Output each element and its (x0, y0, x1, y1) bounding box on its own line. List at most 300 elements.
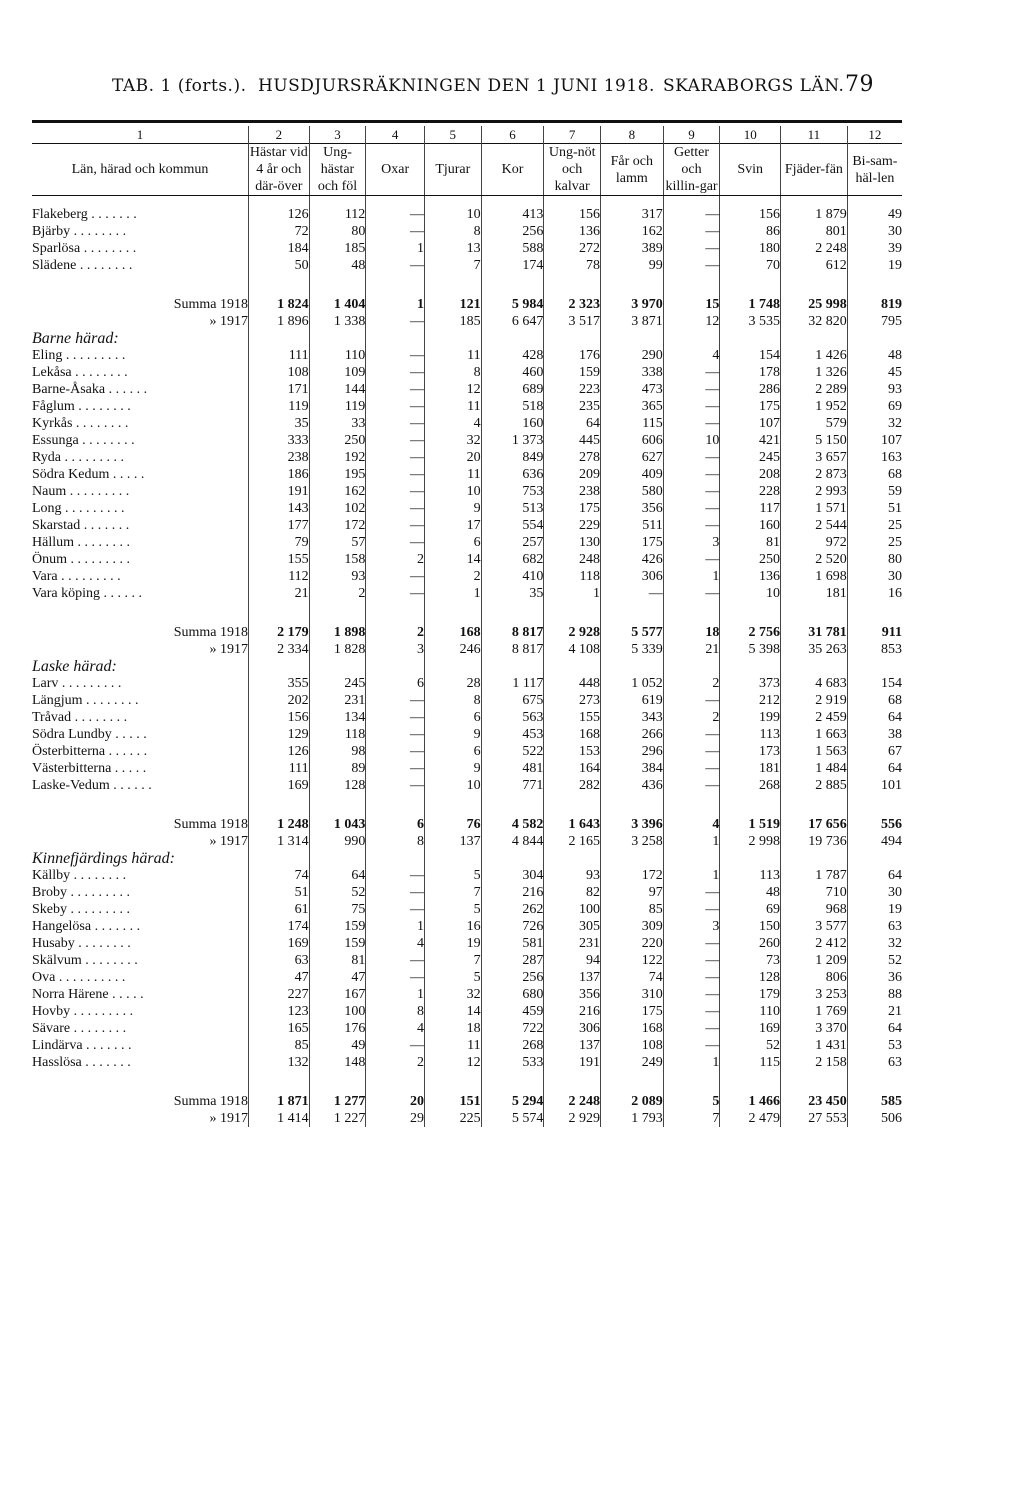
value-cell: 911 (847, 624, 902, 641)
value-cell: 972 (781, 534, 848, 551)
value-cell: 3 517 (544, 313, 601, 330)
summary-row-1917 (32, 313, 902, 330)
value-cell: 93 (544, 867, 601, 884)
value-cell: — (663, 483, 720, 500)
col-num: 2 (248, 126, 309, 144)
value-cell: 428 (481, 347, 544, 364)
value-cell: 356 (544, 986, 601, 1003)
value-cell: 6 647 (481, 313, 544, 330)
value-cell: 338 (600, 364, 663, 381)
value-cell: 52 (847, 952, 902, 969)
value-cell: 2 334 (248, 641, 309, 658)
value-cell: 1 (663, 867, 720, 884)
value-cell: 389 (600, 240, 663, 257)
value-cell: 968 (781, 901, 848, 918)
value-cell: 51 (248, 884, 309, 901)
value-cell: 248 (544, 551, 601, 568)
col-label: Kor (481, 144, 544, 196)
municipality-name: Tråvad . . . . . . . . (32, 710, 128, 725)
value-cell: 272 (544, 240, 601, 257)
table-row (32, 901, 902, 918)
value-cell: 2 544 (781, 517, 848, 534)
value-cell: 445 (544, 432, 601, 449)
value-cell: 231 (544, 935, 601, 952)
value-cell: 168 (544, 726, 601, 743)
value-cell: 51 (847, 500, 902, 517)
value-cell: 238 (248, 449, 309, 466)
municipality-name: Skeby . . . . . . . . . (32, 902, 130, 917)
municipality-name: Ova . . . . . . . . . . (32, 970, 126, 985)
value-cell: — (366, 884, 425, 901)
value-cell: 175 (720, 398, 781, 415)
value-cell: 21 (248, 585, 309, 602)
value-cell: 10 (663, 432, 720, 449)
value-cell: 11 (424, 466, 481, 483)
table-row (32, 432, 902, 449)
value-cell: 64 (847, 709, 902, 726)
value-cell: 5 (663, 1093, 720, 1110)
summary-row-1918 (32, 624, 902, 641)
value-cell: 158 (309, 551, 366, 568)
value-cell: 262 (481, 901, 544, 918)
value-cell: 32 820 (781, 313, 848, 330)
value-cell: 216 (544, 1003, 601, 1020)
value-cell: 64 (847, 760, 902, 777)
value-cell: 1 663 (781, 726, 848, 743)
value-cell: 67 (847, 743, 902, 760)
value-cell: 2 248 (781, 240, 848, 257)
value-cell: 227 (248, 986, 309, 1003)
value-cell: 10 (424, 777, 481, 794)
value-cell: 80 (309, 223, 366, 240)
value-cell: 513 (481, 500, 544, 517)
value-cell: 494 (847, 833, 902, 850)
value-cell: 47 (248, 969, 309, 986)
value-cell: 163 (847, 449, 902, 466)
value-cell: 636 (481, 466, 544, 483)
value-cell: 9 (424, 760, 481, 777)
value-cell: 12 (424, 381, 481, 398)
value-cell: 144 (309, 381, 366, 398)
value-cell: 164 (544, 760, 601, 777)
value-cell: 93 (847, 381, 902, 398)
value-cell: 20 (366, 1093, 425, 1110)
value-cell: 45 (847, 364, 902, 381)
municipality-name: Önum . . . . . . . . . (32, 552, 130, 567)
value-cell: 3 970 (600, 296, 663, 313)
value-cell: 2 (366, 551, 425, 568)
value-cell: 48 (847, 347, 902, 364)
value-cell: 137 (424, 833, 481, 850)
value-cell: 113 (720, 726, 781, 743)
value-cell: — (600, 585, 663, 602)
value-cell: 223 (544, 381, 601, 398)
municipality-name: Kyrkås . . . . . . . . (32, 416, 129, 431)
value-cell: — (663, 415, 720, 432)
section-title: Kinnefjärdings härad: (32, 850, 175, 867)
value-cell: 1 519 (720, 816, 781, 833)
col-label: Får och lamm (600, 144, 663, 196)
municipality-name: Norra Härene . . . . . (32, 987, 144, 1002)
value-cell: 2 089 (600, 1093, 663, 1110)
value-cell: 85 (248, 1037, 309, 1054)
value-cell: 2 (663, 675, 720, 692)
value-cell: 2 520 (781, 551, 848, 568)
value-cell: — (366, 398, 425, 415)
value-cell: 448 (544, 675, 601, 692)
table-row (32, 415, 902, 432)
value-cell: 150 (720, 918, 781, 935)
value-cell: 14 (424, 1003, 481, 1020)
value-cell: 7 (424, 952, 481, 969)
value-cell: 373 (720, 675, 781, 692)
value-cell: 123 (248, 1003, 309, 1020)
value-cell: 1 248 (248, 816, 309, 833)
value-cell: 257 (481, 534, 544, 551)
value-cell: — (663, 1020, 720, 1037)
value-cell: 19 (424, 935, 481, 952)
value-cell: 11 (424, 347, 481, 364)
table-row (32, 534, 902, 551)
value-cell: 93 (309, 568, 366, 585)
value-cell: 21 (663, 641, 720, 658)
value-cell: — (366, 483, 425, 500)
value-cell: 6 (424, 534, 481, 551)
col-num: 3 (309, 126, 366, 144)
value-cell: 278 (544, 449, 601, 466)
section-title-row (32, 658, 902, 675)
value-cell: 317 (600, 206, 663, 223)
value-cell: 413 (481, 206, 544, 223)
value-cell: 74 (248, 867, 309, 884)
value-cell: 5 294 (481, 1093, 544, 1110)
value-cell: 179 (720, 986, 781, 1003)
value-cell: 459 (481, 1003, 544, 1020)
value-cell: 110 (720, 1003, 781, 1020)
value-cell: 2 993 (781, 483, 848, 500)
municipality-name: Eling . . . . . . . . . (32, 348, 126, 363)
value-cell: — (366, 517, 425, 534)
value-cell: 1 052 (600, 675, 663, 692)
value-cell: 1 404 (309, 296, 366, 313)
value-cell: 5 150 (781, 432, 848, 449)
value-cell: 2 (366, 1054, 425, 1071)
value-cell: 122 (600, 952, 663, 969)
col-num: 12 (847, 126, 902, 144)
value-cell: 14 (424, 551, 481, 568)
value-cell: 5 577 (600, 624, 663, 641)
value-cell: 1 277 (309, 1093, 366, 1110)
table-row (32, 867, 902, 884)
value-cell: 32 (847, 935, 902, 952)
value-cell: 36 (847, 969, 902, 986)
value-cell: 3 (366, 641, 425, 658)
value-cell: 175 (600, 1003, 663, 1020)
value-cell: 1 793 (600, 1110, 663, 1127)
value-cell: 2 885 (781, 777, 848, 794)
value-cell: 174 (481, 257, 544, 274)
value-cell: 1 828 (309, 641, 366, 658)
value-cell: 1 426 (781, 347, 848, 364)
value-cell: 1 (663, 568, 720, 585)
value-cell: 185 (309, 240, 366, 257)
value-cell: — (663, 240, 720, 257)
value-cell: 165 (248, 1020, 309, 1037)
table-row (32, 483, 902, 500)
value-cell: 184 (248, 240, 309, 257)
value-cell: 228 (720, 483, 781, 500)
value-cell: 282 (544, 777, 601, 794)
value-cell: 118 (309, 726, 366, 743)
table-row (32, 743, 902, 760)
value-cell: 1 (663, 1054, 720, 1071)
value-cell: 186 (248, 466, 309, 483)
value-cell: 10 (720, 585, 781, 602)
value-cell: 2 (309, 585, 366, 602)
value-cell: 3 577 (781, 918, 848, 935)
municipality-name: Essunga . . . . . . . . (32, 433, 135, 448)
value-cell: 169 (248, 777, 309, 794)
value-cell: 208 (720, 466, 781, 483)
municipality-name: Vara köping . . . . . . (32, 586, 143, 601)
value-cell: 126 (248, 206, 309, 223)
value-cell: 63 (248, 952, 309, 969)
municipality-name: Sävare . . . . . . . . (32, 1021, 127, 1036)
table-row (32, 585, 902, 602)
value-cell: 460 (481, 364, 544, 381)
value-cell: 119 (309, 398, 366, 415)
value-cell: — (663, 777, 720, 794)
value-cell: 229 (544, 517, 601, 534)
value-cell: 180 (720, 240, 781, 257)
value-cell: 220 (600, 935, 663, 952)
municipality-name: Södra Lundby . . . . . (32, 727, 147, 742)
value-cell: 178 (720, 364, 781, 381)
value-cell: 72 (248, 223, 309, 240)
value-cell: — (366, 901, 425, 918)
municipality-name: Husaby . . . . . . . . (32, 936, 131, 951)
value-cell: 1 896 (248, 313, 309, 330)
value-cell: 117 (720, 500, 781, 517)
value-cell: 159 (309, 935, 366, 952)
value-cell: 1 952 (781, 398, 848, 415)
value-cell: 70 (720, 257, 781, 274)
value-cell: 1 748 (720, 296, 781, 313)
value-cell: 160 (720, 517, 781, 534)
value-cell: 4 683 (781, 675, 848, 692)
municipality-name: Skarstad . . . . . . . (32, 518, 130, 533)
value-cell: 421 (720, 432, 781, 449)
value-cell: 64 (309, 867, 366, 884)
value-cell: 162 (600, 223, 663, 240)
municipality-name: Vara . . . . . . . . . (32, 569, 121, 584)
value-cell: 101 (847, 777, 902, 794)
value-cell: 8 (424, 364, 481, 381)
value-cell: — (366, 743, 425, 760)
value-cell: 172 (309, 517, 366, 534)
value-cell: 627 (600, 449, 663, 466)
value-cell: 235 (544, 398, 601, 415)
col-num: 6 (481, 126, 544, 144)
value-cell: 1 373 (481, 432, 544, 449)
value-cell: 1 338 (309, 313, 366, 330)
value-cell: 511 (600, 517, 663, 534)
sum-label: » 1917 (209, 1111, 248, 1126)
value-cell: 268 (481, 1037, 544, 1054)
value-cell: — (366, 415, 425, 432)
value-cell: 35 263 (781, 641, 848, 658)
value-cell: 16 (847, 585, 902, 602)
value-cell: 12 (663, 313, 720, 330)
section-title: Laske härad: (32, 658, 117, 675)
value-cell: 69 (847, 398, 902, 415)
value-cell: 481 (481, 760, 544, 777)
value-cell: 128 (309, 777, 366, 794)
value-cell: 1 484 (781, 760, 848, 777)
value-cell: — (366, 568, 425, 585)
summary-row-1917 (32, 1110, 902, 1127)
value-cell: 52 (720, 1037, 781, 1054)
municipality-name: Flakeberg . . . . . . . (32, 207, 137, 222)
value-cell: 849 (481, 449, 544, 466)
value-cell: 3 396 (600, 816, 663, 833)
table-body (32, 196, 902, 1128)
spacer-row (32, 196, 902, 207)
value-cell: 5 984 (481, 296, 544, 313)
value-cell: 6 (424, 743, 481, 760)
municipality-name: Hovby . . . . . . . . . (32, 1004, 134, 1019)
value-cell: 107 (847, 432, 902, 449)
value-cell: 12 (424, 1054, 481, 1071)
value-cell: 722 (481, 1020, 544, 1037)
value-cell: 137 (544, 1037, 601, 1054)
col-num: 4 (366, 126, 425, 144)
value-cell: 47 (309, 969, 366, 986)
value-cell: 1 563 (781, 743, 848, 760)
value-cell: 256 (481, 969, 544, 986)
value-cell: 8 817 (481, 641, 544, 658)
value-cell: 48 (309, 257, 366, 274)
value-cell: 554 (481, 517, 544, 534)
value-cell: — (366, 206, 425, 223)
value-cell: 1 209 (781, 952, 848, 969)
value-cell: 97 (600, 884, 663, 901)
value-cell: — (663, 1003, 720, 1020)
table-row (32, 206, 902, 223)
value-cell: 306 (544, 1020, 601, 1037)
value-cell: 99 (600, 257, 663, 274)
municipality-name: Österbitterna . . . . . . (32, 744, 148, 759)
value-cell: 585 (847, 1093, 902, 1110)
value-cell: 3 535 (720, 313, 781, 330)
col-num: 8 (600, 126, 663, 144)
municipality-name: Slädene . . . . . . . . (32, 258, 133, 273)
value-cell: 2 289 (781, 381, 848, 398)
value-cell: 4 844 (481, 833, 544, 850)
value-cell: — (663, 692, 720, 709)
col-label: Ung-hästar och föl (309, 144, 366, 196)
county-name: SKARABORGS LÄN. (663, 76, 845, 96)
value-cell: 32 (424, 432, 481, 449)
table-row (32, 884, 902, 901)
value-cell: 3 (663, 534, 720, 551)
value-cell: 273 (544, 692, 601, 709)
value-cell: 1 571 (781, 500, 848, 517)
value-cell: 5 339 (600, 641, 663, 658)
municipality-name: Broby . . . . . . . . . (32, 885, 130, 900)
sum-label: Summa 1918 (173, 297, 248, 312)
value-cell: 88 (847, 986, 902, 1003)
value-cell: — (366, 760, 425, 777)
value-cell: 801 (781, 223, 848, 240)
value-cell: 250 (309, 432, 366, 449)
value-cell: 11 (424, 398, 481, 415)
value-cell: 130 (544, 534, 601, 551)
value-cell: 154 (847, 675, 902, 692)
summary-row-1918 (32, 816, 902, 833)
spacer-row (32, 602, 902, 624)
value-cell: 2 158 (781, 1054, 848, 1071)
value-cell: 110 (309, 347, 366, 364)
value-cell: 310 (600, 986, 663, 1003)
value-cell: 680 (481, 986, 544, 1003)
value-cell: 9 (424, 726, 481, 743)
table-row (32, 952, 902, 969)
value-cell: 154 (720, 347, 781, 364)
table-row (32, 240, 902, 257)
value-cell: 20 (424, 449, 481, 466)
value-cell: 176 (544, 347, 601, 364)
col-num: 1 (136, 127, 144, 142)
value-cell: 49 (309, 1037, 366, 1054)
value-cell: — (366, 466, 425, 483)
value-cell: 1 314 (248, 833, 309, 850)
value-cell: 181 (720, 760, 781, 777)
table-row (32, 709, 902, 726)
value-cell: 107 (720, 415, 781, 432)
col-num: 10 (720, 126, 781, 144)
value-cell: — (366, 585, 425, 602)
value-cell: 260 (720, 935, 781, 952)
value-cell: 134 (309, 709, 366, 726)
value-cell: 1 466 (720, 1093, 781, 1110)
value-cell: 726 (481, 918, 544, 935)
value-cell: 2 165 (544, 833, 601, 850)
sum-label: » 1917 (209, 314, 248, 329)
value-cell: 4 (424, 415, 481, 432)
value-cell: 59 (847, 483, 902, 500)
value-cell: 155 (544, 709, 601, 726)
value-cell: 256 (481, 223, 544, 240)
value-cell: 118 (544, 568, 601, 585)
column-number-row (32, 126, 902, 144)
value-cell: 136 (544, 223, 601, 240)
value-cell: 75 (309, 901, 366, 918)
value-cell: 588 (481, 240, 544, 257)
col-label: Fjäder-fän (781, 144, 848, 196)
value-cell: 795 (847, 313, 902, 330)
value-cell: 11 (424, 1037, 481, 1054)
page-number: 79 (845, 72, 874, 97)
table-row (32, 760, 902, 777)
value-cell: 19 736 (781, 833, 848, 850)
value-cell: 195 (309, 466, 366, 483)
value-cell: 63 (847, 918, 902, 935)
value-cell: 49 (847, 206, 902, 223)
value-cell: 155 (248, 551, 309, 568)
value-cell: 191 (544, 1054, 601, 1071)
value-cell: — (366, 952, 425, 969)
